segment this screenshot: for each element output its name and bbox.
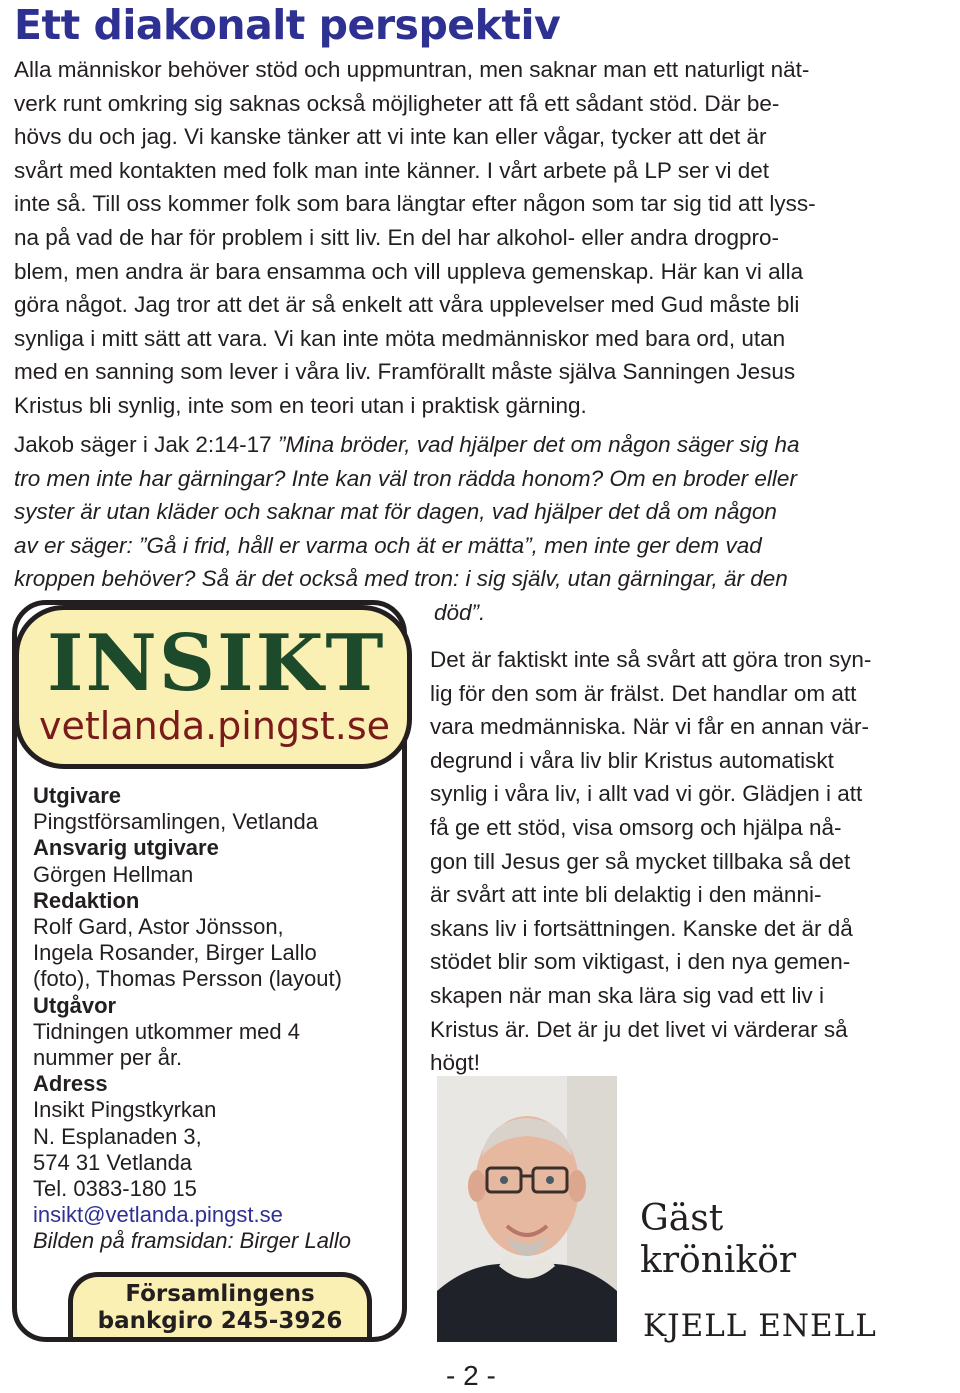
text-line: verk runt omkring sig saknas också möjligheter att få ett sådant stöd. Där be- bbox=[14, 90, 780, 116]
text-line: inte så. Till oss kommer folk som bara längtar efter någon som tar sig tid att lyss- bbox=[14, 191, 816, 217]
logo-url: vetlanda.pingst.se bbox=[39, 704, 391, 748]
text-line: skans liv i fortsättningen. Kanske det är då bbox=[430, 915, 853, 941]
author-photo bbox=[437, 1076, 617, 1342]
text-line: degrund i våra liv blir Kristus automatiskt bbox=[430, 747, 834, 773]
colophon-value: Tidningen utkommer med 4 bbox=[33, 1018, 300, 1044]
quote-line: död”. bbox=[434, 599, 486, 625]
portrait-image bbox=[437, 1076, 617, 1342]
colophon-value: Görgen Hellman bbox=[33, 861, 194, 887]
quote-reference: Jakob säger i Jak 2:14-17 bbox=[14, 432, 278, 457]
guest-label-line: Gäst bbox=[640, 1198, 724, 1239]
quote-line: kroppen behöver? Så är det också med tron: i sig själv, utan gärningar, är den bbox=[14, 566, 788, 592]
quote-line: syster är utan kläder och saknar mat för dagen, vad hjälper det då om någon bbox=[14, 499, 777, 525]
text-line: göra något. Jag tror att det är så enkelt att våra upplevelser med Gud måste bli bbox=[14, 292, 800, 318]
colophon-value: Pingstförsamlingen, Vetlanda bbox=[33, 809, 318, 835]
text-line: högt! bbox=[430, 1050, 481, 1076]
text-line: med en sanning som lever i våra liv. Framförallt måste själva Sanningen Jesus bbox=[14, 359, 796, 385]
text-line: lig för den som är frälst. Det handlar om att bbox=[430, 680, 857, 706]
quote-line: av er säger: ”Gå i frid, håll er varma och ät er mätta”, men inte ger dem vad bbox=[14, 532, 762, 558]
text-line: Alla människor behöver stöd och uppmuntran, men saknar man ett naturligt nät- bbox=[14, 57, 810, 82]
text-line: är svårt att inte bli delaktig i den männi- bbox=[430, 882, 822, 908]
colophon-heading: Adress bbox=[33, 1071, 108, 1097]
colophon-value: 574 31 Vetlanda bbox=[33, 1149, 193, 1175]
text-line: stödet blir som viktigast, i den nya gemen- bbox=[430, 949, 851, 975]
text-line: Det är faktiskt inte så svårt att göra tron syn- bbox=[430, 647, 872, 672]
guest-label-line: krönikör bbox=[640, 1240, 797, 1281]
text-line: blem, men andra är bara ensamma och vill uppleva gemenskap. Här kan vi alla bbox=[14, 258, 804, 284]
colophon-heading: Ansvarig utgivare bbox=[33, 835, 219, 861]
text-line: få ge ett stöd, visa omsorg och hjälpa nå- bbox=[430, 814, 842, 840]
text-line: gon till Jesus ger så mycket tillbaka så det bbox=[430, 848, 851, 874]
colophon-value: (foto), Thomas Persson (layout) bbox=[33, 966, 342, 992]
intro-paragraph bbox=[14, 53, 949, 423]
text-line: Kristus är. Det är ju det livet vi värderar så bbox=[430, 1016, 848, 1042]
text-line: vara medmänniska. När vi får en annan vär- bbox=[430, 714, 869, 740]
text-line: hövs du och jag. Vi kanske tänker att vi inte kan eller vågar, tycker att det är bbox=[14, 124, 767, 150]
colophon-value: Tel. 0383-180 15 bbox=[33, 1176, 197, 1202]
colophon-value: Ingela Rosander, Birger Lallo bbox=[33, 940, 317, 966]
bankgiro-line: bankgiro 245-3926 bbox=[97, 1308, 343, 1334]
text-line: na på vad de har för problem i sitt liv. En del har alkohol- eller andra drogpro- bbox=[14, 224, 779, 250]
text-line: svårt med kontakten med folk man inte känner. I vårt arbete på LP ser vi det bbox=[14, 157, 769, 183]
text-line: skapen när man ska lära sig vad ett liv i bbox=[430, 982, 824, 1008]
right-column-text bbox=[430, 643, 950, 1080]
colophon bbox=[33, 783, 403, 1255]
quote-line: tro men inte har gärningar? Inte kan väl tron rädda honom? Om en broder eller bbox=[14, 465, 797, 491]
colophon-value: N. Esplanaden 3, bbox=[33, 1123, 202, 1149]
colophon-heading: Redaktion bbox=[33, 887, 140, 913]
author-name: KJELL ENELL bbox=[643, 1308, 877, 1344]
quote-text: ”Mina bröder, vad hjälper det om någon säger sig ha bbox=[277, 432, 800, 457]
page-number: - 2 - bbox=[446, 1360, 496, 1391]
logo-title: INSIKT bbox=[47, 618, 386, 709]
guest-columnist-label bbox=[640, 1198, 796, 1282]
article-title: Ett diakonalt perspektiv bbox=[14, 1, 561, 49]
insikt-logo bbox=[14, 605, 412, 769]
text-line: synliga i mitt sätt att vara. Vi kan inte möta medmänniskor med bara ord, utan bbox=[14, 325, 786, 351]
bankgiro-line: Församlingens bbox=[125, 1281, 315, 1307]
colophon-value: Rolf Gard, Astor Jönsson, bbox=[33, 914, 284, 940]
bankgiro-box bbox=[68, 1272, 372, 1337]
colophon-value: nummer per år. bbox=[33, 1045, 183, 1071]
text-line: Kristus bli synlig, inte som en teori utan i praktisk gärning. bbox=[14, 392, 587, 418]
email-link[interactable]: insikt@vetlanda.pingst.se bbox=[33, 1202, 283, 1228]
quote-line bbox=[14, 428, 949, 462]
colophon-value: Insikt Pingstkyrkan bbox=[33, 1097, 217, 1123]
cover-photo-credit: Bilden på framsidan: Birger Lallo bbox=[33, 1228, 351, 1254]
colophon-heading: Utgåvor bbox=[33, 992, 117, 1018]
colophon-heading: Utgivare bbox=[33, 783, 122, 808]
text-line: synlig i våra liv, i allt vad vi gör. Glädjen i att bbox=[430, 781, 863, 807]
